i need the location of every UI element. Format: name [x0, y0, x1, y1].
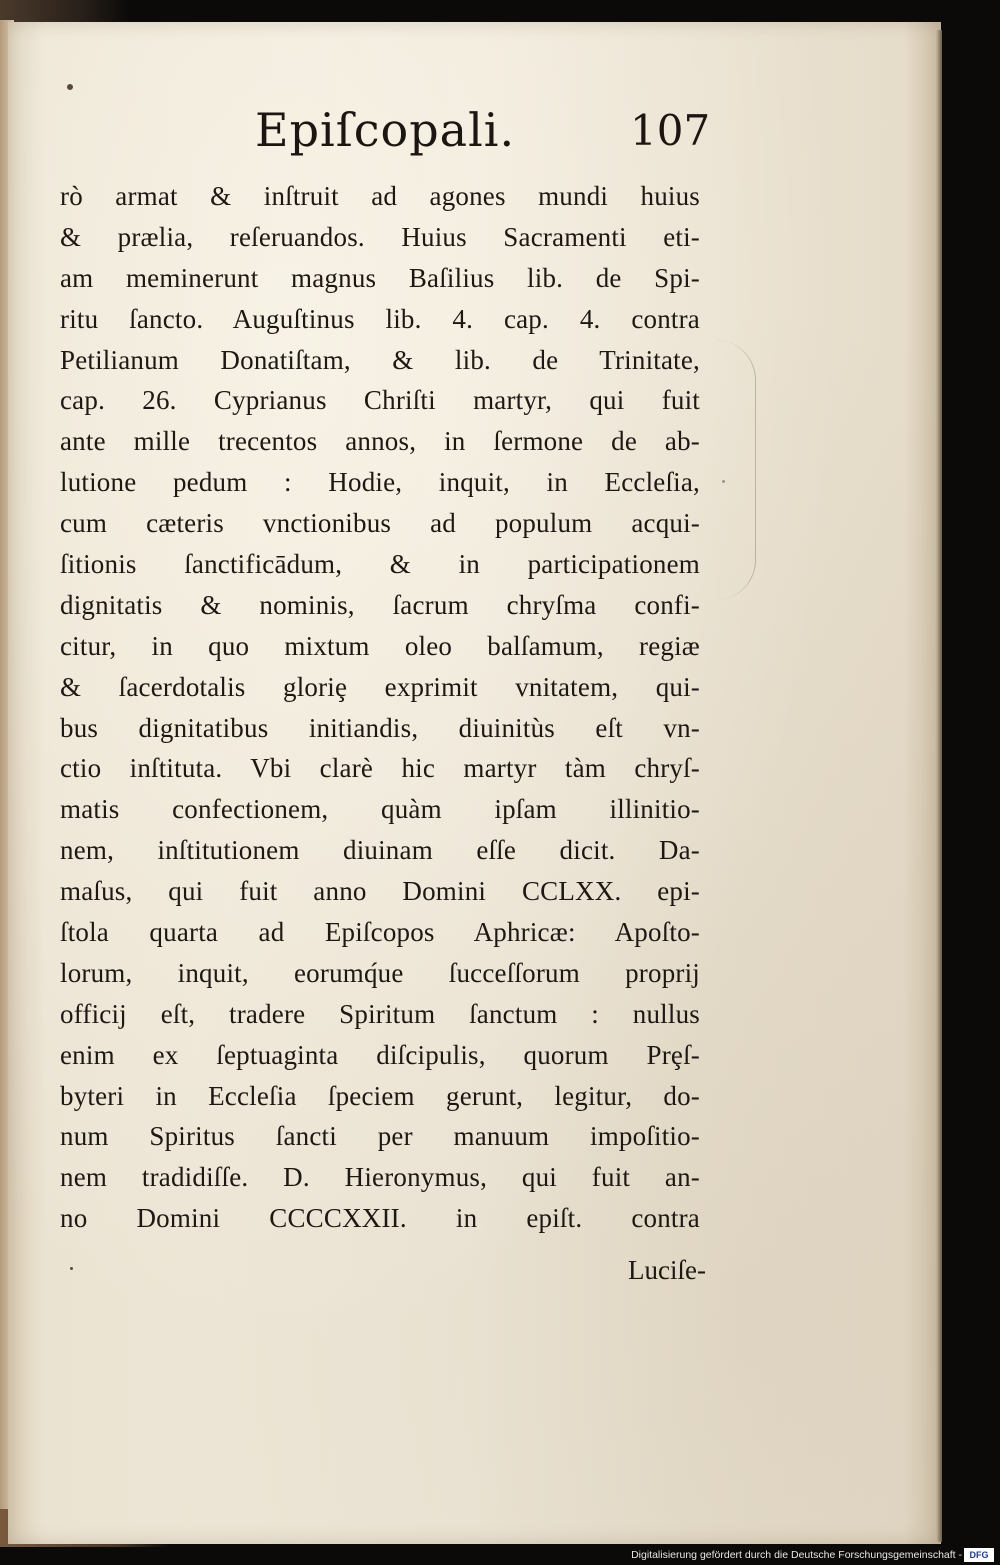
text-line: ritu ſancto. Auguſtinus lib. 4. cap. 4. contra — [60, 303, 700, 334]
text-line: nem, inſtitutionem diuinam eſſe dicit. Da- — [60, 835, 700, 866]
text-line: & ſacerdotalis gloriȩ exprimit vnitatem, qui- — [60, 671, 700, 702]
text-line: & prælia, reſeruandos. Huius Sacramenti eti- — [60, 221, 700, 252]
text-line: lutione pedum : Hodie, inquit, in Eccleſia, — [60, 467, 700, 498]
digitization-credit: Digitalisierung gefördert durch die Deutsche Forschungsgemeinschaft - — [631, 1549, 962, 1561]
text-line: nem tradidiſſe. D. Hieronymus, qui fuit an- — [60, 1162, 700, 1193]
text-line: no Domini CCCCXXII. in epiſt. contra — [60, 1203, 700, 1234]
text-line: ſtola quarta ad Epiſcopos Aphricæ: Apoſto- — [60, 917, 700, 948]
text-line: ante mille trecentos annos, in ſermone de ab- — [60, 426, 700, 457]
text-line: byteri in Eccleſia ſpeciem gerunt, legitur, do- — [60, 1080, 700, 1111]
text-line: enim ex ſeptuaginta diſcipulis, quorum Prȩſ- — [60, 1039, 700, 1070]
text-line: cum cæteris vnctionibus ad populum acqui- — [60, 508, 700, 539]
text-line: rò armat & inſtruit ad agones mundi huius — [60, 181, 700, 211]
page-edge-shadow — [936, 30, 942, 1542]
body-text — [60, 176, 700, 1239]
running-head: Epiſcopali. — [255, 103, 516, 157]
text-line: bus dignitatibus initiandis, diuinitùs eſt vn- — [60, 712, 700, 743]
text-line: citur, in quo mixtum oleo balſamum, regiæ — [60, 630, 700, 661]
text-line: am meminerunt magnus Baſilius lib. de Spi- — [60, 262, 700, 293]
dfg-logo: DFG — [964, 1548, 994, 1562]
text-line: ſitionis ſanctificādum, & in participationem — [60, 549, 700, 580]
page-number: 107 — [630, 106, 711, 155]
text-line: matis confectionem, quàm ipſam illinitio- — [60, 794, 700, 825]
ink-speck — [722, 480, 725, 483]
paper-crease — [715, 340, 756, 600]
ink-speck — [67, 84, 73, 90]
ink-speck — [70, 1267, 73, 1270]
text-line: maſus, qui fuit anno Domini CCLXX. epi- — [60, 876, 700, 907]
text-line: dignitatis & nominis, ſacrum chryſma confi- — [60, 589, 700, 620]
text-line: num Spiritus ſancti per manuum impoſitio- — [60, 1121, 700, 1152]
catchword: Luciſe- — [628, 1255, 706, 1285]
text-line: cap. 26. Cyprianus Chriſti martyr, qui fuit — [60, 385, 700, 416]
text-line: ctio inſtituta. Vbi clarè hic martyr tàm chryſ- — [60, 753, 700, 784]
text-line: Petilianum Donatiſtam, & lib. de Trinitate, — [60, 344, 700, 375]
text-line: lorum, inquit, eorumq́ue ſucceſſorum proprij — [60, 957, 700, 988]
text-line: officij eſt, tradere Spiritum ſanctum : nullus — [60, 998, 700, 1029]
